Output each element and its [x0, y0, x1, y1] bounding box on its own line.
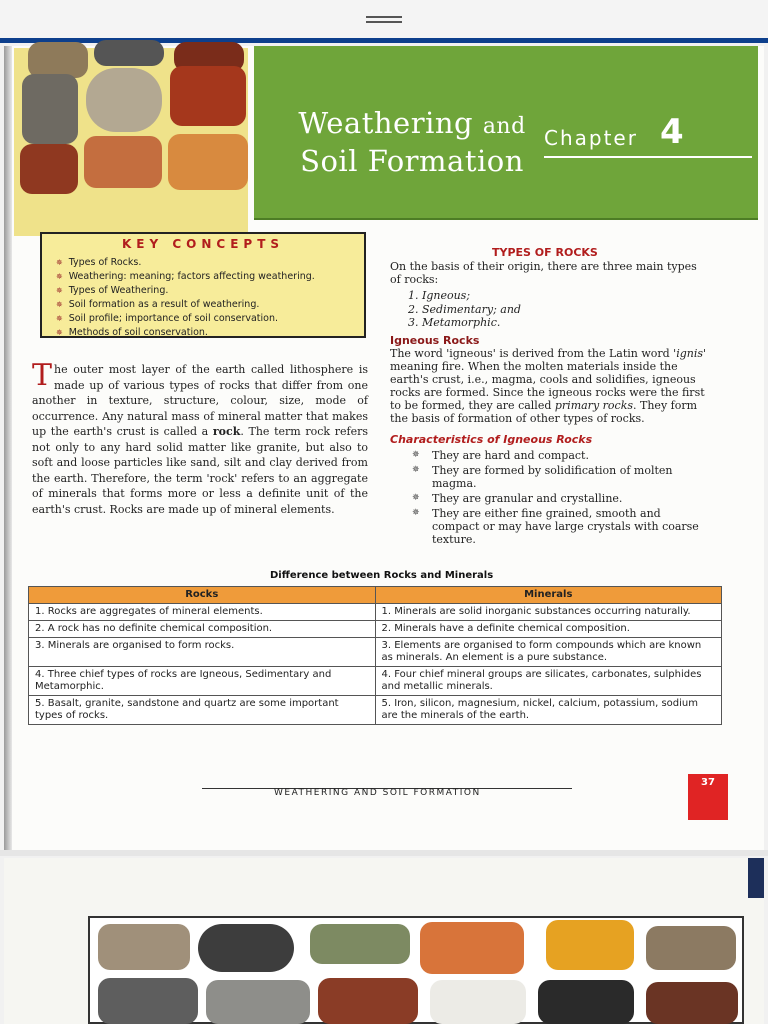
key-concept-item: ✵ Soil formation as a result of weathering. — [56, 298, 315, 312]
table-cell: 4. Four chief mineral groups are silicates, carbonates, sulphides and metallic minerals. — [375, 667, 722, 696]
characteristics-heading: Characteristics of Igneous Rocks — [390, 432, 593, 446]
rock-sample — [310, 924, 410, 964]
table-header-minerals: Minerals — [375, 587, 722, 604]
rock-sample — [170, 66, 246, 126]
table-cell: 4. Three chief types of rocks are Igneous, Sedimentary and Metamorphic. — [29, 667, 376, 696]
table-row — [29, 638, 722, 667]
types-intro: On the basis of their origin, there are three main types of rocks: — [390, 260, 697, 286]
rock-sample — [98, 924, 190, 970]
characteristic-item: ✵ They are granular and crystalline. — [410, 492, 708, 505]
key-concepts-list — [56, 256, 315, 340]
rock-sample — [420, 922, 524, 974]
intro-dropcap: T — [32, 358, 53, 393]
rock-sample — [94, 40, 164, 66]
rock-sample — [318, 978, 418, 1024]
table-row — [29, 604, 722, 621]
characteristics-list — [410, 449, 708, 546]
rock-samples-photo — [14, 48, 248, 236]
rock-sample — [206, 980, 310, 1024]
chapter-title-line1: Weathering — [298, 106, 474, 140]
table-row — [29, 621, 722, 638]
characteristic-item: ✵ They are hard and compact. — [410, 449, 708, 462]
scanned-page-next — [4, 858, 764, 1024]
igneous-rocks-heading: Igneous Rocks — [390, 333, 480, 347]
table-caption: Difference between Rocks and Minerals — [270, 570, 494, 581]
chapter-title-line2: Soil Formation — [300, 144, 524, 178]
chapter-rule — [544, 156, 752, 158]
rock-sample — [28, 42, 88, 78]
rocks-minerals-table — [28, 586, 722, 725]
table-cell: 2. A rock has no definite chemical composition. — [29, 621, 376, 638]
igneous-primary-term: primary rocks — [554, 398, 634, 412]
table-row — [29, 696, 722, 725]
table-cell: 2. Minerals have a definite chemical composition. — [375, 621, 722, 638]
page-number: 37 — [688, 774, 728, 820]
igneous-text-2: meaning fire. When the molten materials inside the earth's crust, i.e., magma, cools and solidifies, igneous rocks are formed. Since the igneous rocks were the first to be formed, they are called — [390, 359, 705, 412]
key-concept-item: ✵ Soil profile; importance of soil conservation. — [56, 312, 315, 326]
intro-text-1: he outer most layer of the earth called lithosphere is made up of various types of rocks that differ from one another in texture, structure, colour, size, mode of occurrence. Any natural mass of mineral matter that makes up the earth's crust is called a — [32, 363, 368, 438]
table-cell: 5. Iron, silicon, magnesium, nickel, calcium, potassium, sodium are the minerals of the earth. — [375, 696, 722, 725]
rock-sample — [538, 980, 634, 1024]
igneous-text-1: The word 'igneous' is derived from the Latin word — [390, 346, 674, 360]
page-gap — [0, 850, 768, 856]
table-header-rocks: Rocks — [29, 587, 376, 604]
rock-types-list — [408, 289, 708, 330]
rock-sample — [84, 136, 162, 188]
viewer-toolbar — [0, 0, 768, 38]
rock-type-item: 1. Igneous; — [408, 289, 471, 302]
key-concept-item: ✵ Weathering: meaning; factors affecting weathering. — [56, 270, 315, 284]
key-concept-item: ✵ Methods of soil conservation. — [56, 326, 315, 340]
rock-sample — [20, 144, 78, 194]
chapter-title — [272, 106, 552, 178]
rock-sample — [86, 68, 162, 132]
igneous-ignis-term: 'ignis' — [673, 346, 707, 360]
types-of-rocks-heading: TYPES OF ROCKS — [492, 246, 598, 259]
characteristic-item: ✵ They are formed by solidification of molten magma. — [410, 464, 708, 490]
rock-sample — [198, 924, 294, 972]
page-corner-band — [748, 858, 764, 898]
chapter-title-and: and — [482, 114, 526, 139]
rock-sample — [646, 982, 738, 1024]
table-row — [29, 667, 722, 696]
key-concept-item: ✵ Types of Rocks. — [56, 256, 315, 270]
table-cell: 1. Minerals are solid inorganic substances occurring naturally. — [375, 604, 722, 621]
key-concepts-heading: KEY CONCEPTS — [122, 237, 285, 251]
igneous-text-3: . They form the basis of formation of other types of rocks. — [390, 398, 698, 425]
key-concept-item: ✵ Types of Weathering. — [56, 284, 315, 298]
types-of-rocks-section — [390, 260, 708, 548]
characteristic-item: ✵ They are either fine grained, smooth and compact or may have large crystals with coarse texture. — [410, 507, 708, 546]
rock-sample — [546, 920, 634, 970]
running-footer: WEATHERING AND SOIL FORMATION — [274, 788, 481, 798]
igneous-paragraph — [390, 347, 708, 425]
rock-sample — [98, 978, 198, 1024]
rock-type-item: 3. Metamorphic. — [408, 316, 501, 329]
menu-icon[interactable] — [366, 16, 402, 24]
rock-sample — [22, 74, 78, 144]
table-cell: 1. Rocks are aggregates of mineral elements. — [29, 604, 376, 621]
key-concepts-box — [40, 232, 366, 338]
page-edge-shadow — [4, 46, 12, 850]
intro-text-2: . The term rock refers not only to any hard solid matter like granite, but also to soft and loose particles like sand, silt and clay derived from the earth. Therefore, the term 'rock' refers to an aggregate of minerals that forms more or less a definite unit of the earth's crust. Rocks are made up of mineral elements. — [32, 425, 369, 516]
chapter-label: Chapter — [544, 126, 638, 150]
table-header-row — [29, 587, 722, 604]
table-cell: 3. Minerals are organised to form rocks. — [29, 638, 376, 667]
rock-type-item: 2. Sedimentary; and — [408, 302, 521, 316]
table-cell: 3. Elements are organised to form compounds which are known as minerals. An element is a pure substance. — [375, 638, 722, 667]
chapter-number: 4 — [660, 112, 684, 152]
rock-sample — [646, 926, 736, 970]
table-cell: 5. Basalt, granite, sandstone and quartz are some important types of rocks. — [29, 696, 376, 725]
rock-sample — [430, 980, 526, 1024]
intro-paragraph — [32, 358, 369, 517]
intro-bold-term: rock — [212, 425, 241, 438]
rock-sample — [168, 134, 248, 190]
scanned-page-37 — [4, 46, 764, 850]
rock-samples-photo-2 — [88, 916, 744, 1024]
